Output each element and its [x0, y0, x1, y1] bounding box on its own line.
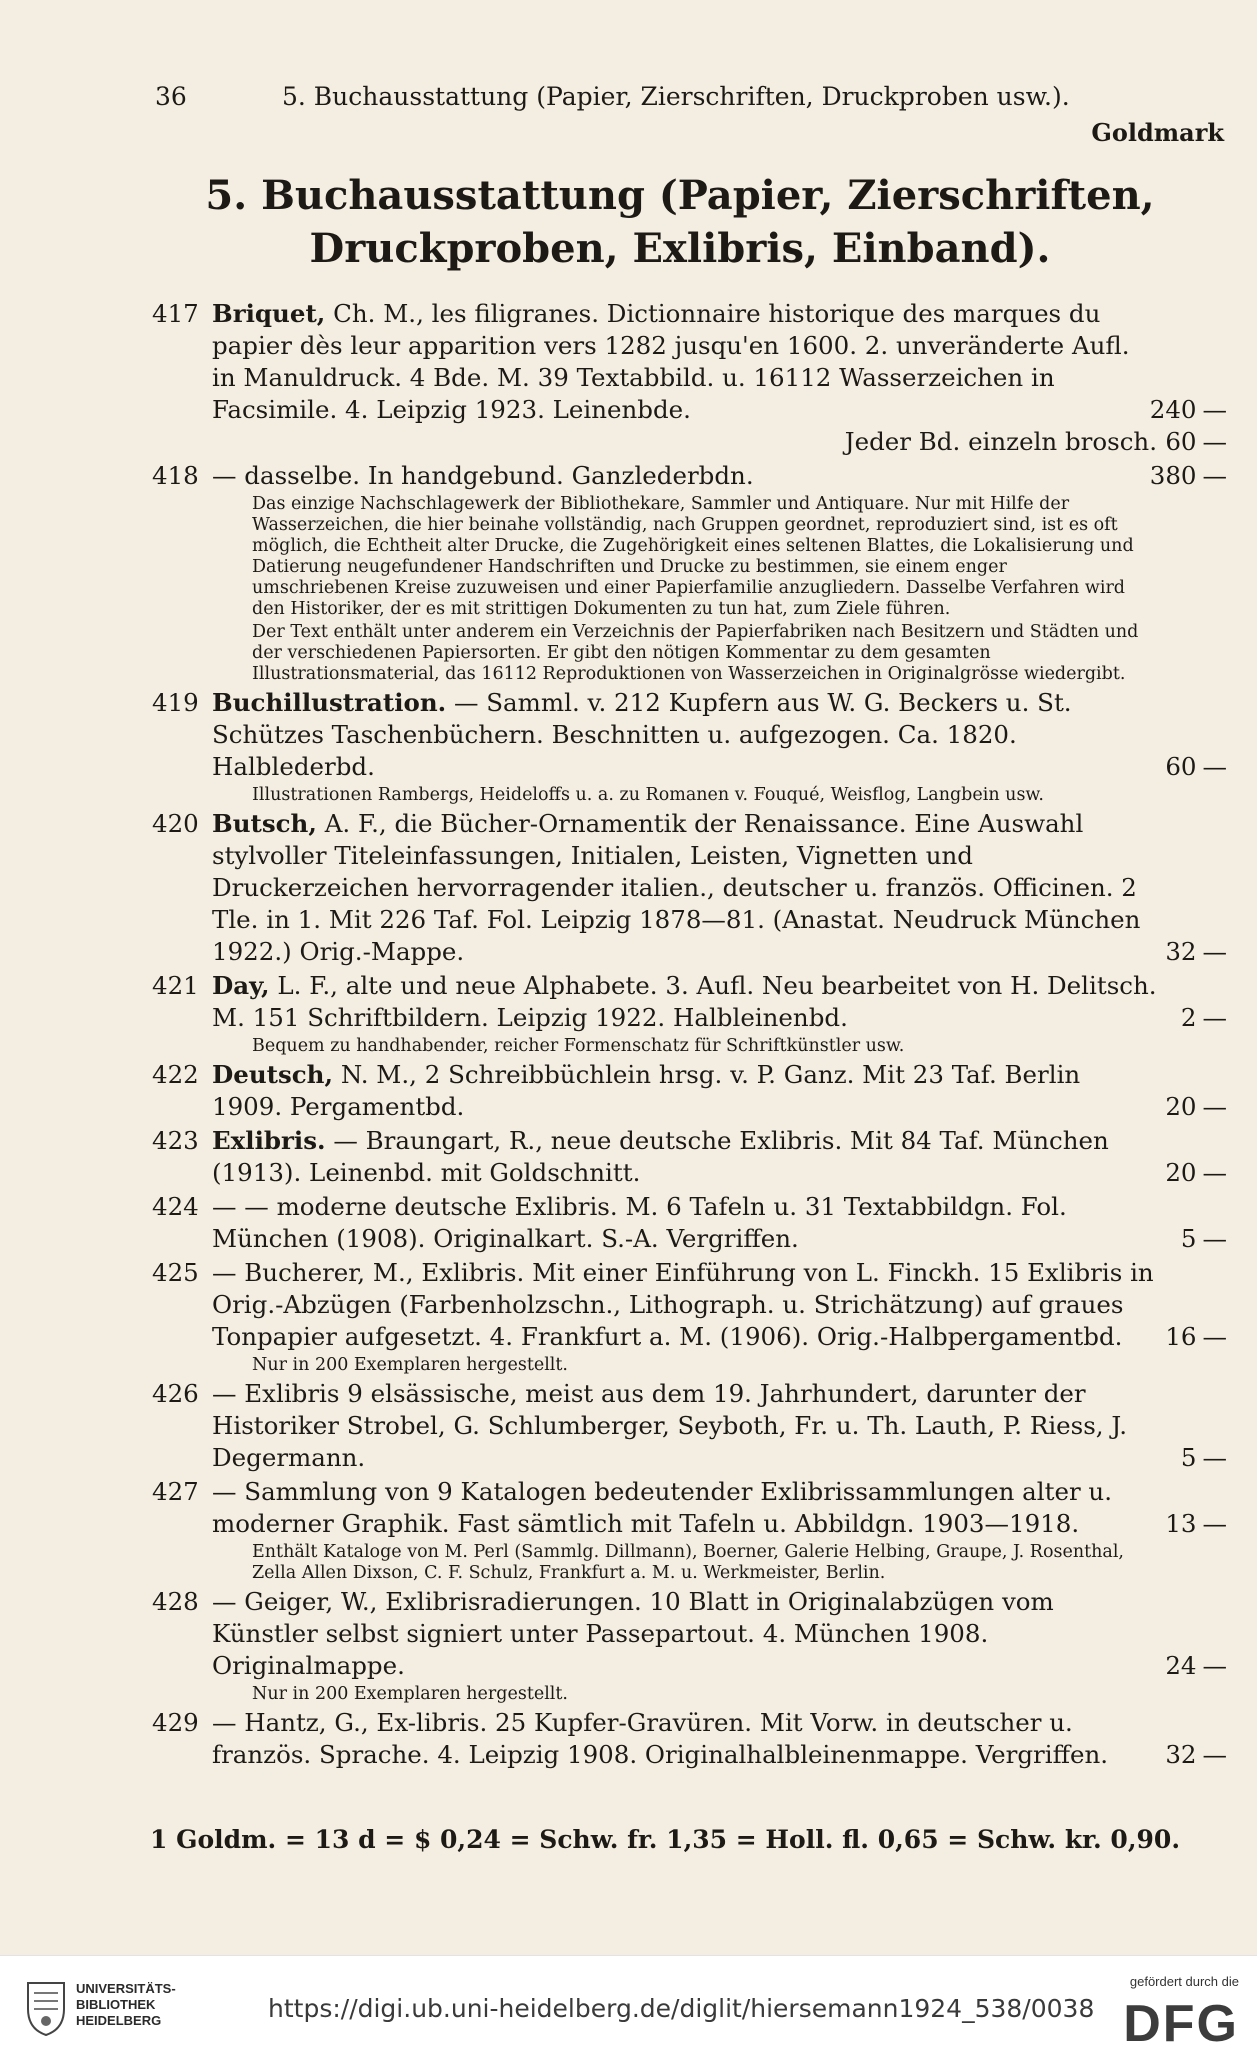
price-dash: — — [1202, 1651, 1227, 1680]
price-dash: — — [1202, 1740, 1227, 1769]
entry-note: Illustrationen Rambergs, Heideloffs u. a. zu Romanen v. Fouqué, Weisflog, Langbein usw. — [252, 785, 1044, 805]
entry-description: — Hantz, G., Ex-libris. 25 Kupfer-Gravüren. Mit Vorw. in deutscher u. französ. Sprache. 4. Leipzig 1908. Originalhalbleinenmappe. Vergriffen. — [212, 1708, 1109, 1769]
entry-description: — — moderne deutsche Exlibris. M. 6 Tafeln u. 31 Textabbildgn. Fol. München (1908). Originalkart. S.-A. Vergriffen. — [212, 1192, 1067, 1253]
entry-number: 424 — [152, 1192, 199, 1221]
entry-price — [1165, 936, 1227, 968]
section-heading-line: Druckproben, Exlibris, Einband). — [309, 224, 1051, 272]
price-value: 20 — [1165, 1158, 1197, 1187]
price-value: 16 — [1165, 1322, 1197, 1351]
dfg-logo: DFG — [1123, 1995, 1239, 2053]
entry-description: L. F., alte und neue Alphabete. 3. Aufl. Neu bearbeitet von H. Delitsch. M. 151 Schriftbildern. Leipzig 1922. Halbleinenbd. — [212, 971, 1157, 1032]
entry-price — [1150, 394, 1227, 426]
price-dash: — — [1202, 427, 1227, 456]
funded-by-label: gefördert durch die — [1129, 1974, 1239, 1989]
catalog-entry — [152, 1059, 1227, 1123]
entry-price — [1150, 460, 1227, 492]
catalog-entry — [152, 1125, 1227, 1189]
entry-note: Nur in 200 Exemplaren hergestellt. — [252, 1355, 568, 1375]
university-name — [76, 1981, 176, 2029]
entry-price — [1165, 1091, 1227, 1123]
price-dash: — — [1202, 752, 1227, 781]
entry-description: A. F., die Bücher-Ornamentik der Renaissance. Eine Auswahl stylvoller Titeleinfassungen, Initialen, Leisten, Vignetten und Druckerzeichen hervorragender italien., deutscher u. französ. Officinen. 2 Tle. in 1. Mit 226 Taf. Fol. Leipzig 1878—81. (Anastat. Neudruck München 1922.) Orig.-Mappe. — [212, 809, 1141, 966]
page-number: 36 — [155, 82, 187, 111]
entry-text — [212, 1257, 1157, 1353]
permalink-url[interactable]: https://digi.ub.uni-heidelberg.de/diglit/hiersemann1924_538/0038 — [268, 1994, 1095, 2023]
entry-price — [1165, 1508, 1227, 1540]
entry-price — [1165, 1739, 1227, 1771]
currency-label: Goldmark — [1091, 118, 1224, 147]
entry-text — [212, 687, 1157, 783]
entry-extra-price — [1165, 426, 1227, 458]
catalog-entry — [152, 1378, 1227, 1474]
university-name-line: BIBLIOTHEK — [76, 1997, 156, 2012]
entry-price — [1165, 1650, 1227, 1682]
entry-price — [1181, 1002, 1227, 1034]
entry-number: 421 — [152, 971, 199, 1000]
viewer-footer — [0, 1955, 1257, 2060]
entry-price — [1181, 1223, 1227, 1255]
entry-number: 422 — [152, 1060, 199, 1089]
entry-note: Enthält Kataloge von M. Perl (Sammlg. Dillmann), Boerner, Galerie Helbing, Graupe, J. Rosenthal, Zella Allen Dixson, C. F. Schulz, Frankfurt a. M. u. Werkmeister, Berlin. — [252, 1542, 1124, 1583]
entry-extra-line — [212, 426, 1227, 458]
entry-text — [212, 808, 1157, 968]
price-dash: — — [1202, 461, 1227, 490]
entry-text — [212, 1586, 1157, 1682]
university-seal-icon — [24, 1979, 68, 2037]
entry-number: 427 — [152, 1477, 199, 1506]
price-dash: — — [1202, 1158, 1227, 1187]
price-value: 32 — [1165, 937, 1197, 966]
catalog-entry — [152, 1476, 1227, 1584]
entry-author: Butsch, — [212, 809, 317, 838]
entry-price — [1165, 1157, 1227, 1189]
price-dash: — — [1202, 1003, 1227, 1032]
entry-author: Briquet, — [212, 299, 326, 328]
entry-note: Nur in 200 Exemplaren hergestellt. — [252, 1684, 568, 1704]
price-value: 2 — [1180, 1003, 1197, 1032]
entry-number: 426 — [152, 1379, 199, 1408]
entry-text — [212, 1059, 1157, 1123]
entry-text — [212, 1476, 1157, 1540]
price-value: 13 — [1165, 1509, 1197, 1538]
price-dash: — — [1202, 1322, 1227, 1351]
price-dash: — — [1202, 937, 1227, 966]
university-name-line: HEIDELBERG — [76, 2013, 162, 2028]
price-value: 240 — [1149, 395, 1197, 424]
entry-text — [212, 1707, 1157, 1771]
entry-author: Buchillustration. — [212, 688, 447, 717]
entry-description: Ch. M., les filigranes. Dictionnaire historique des marques du papier dès leur apparition vers 1282 jusqu'en 1600. 2. unveränderte Aufl. in Manuldruck. 4 Bde. M. 39 Textabbild. u. 16112 Wasserzeichen in Facsimile. 4. Leipzig 1923. Leinenbde. — [212, 299, 1130, 424]
catalog-entry — [152, 687, 1227, 806]
section-heading-line: 5. Buchausstattung (Papier, Zierschriften, — [205, 172, 1155, 219]
entry-price — [1165, 1321, 1227, 1353]
entry-description: — Samml. v. 212 Kupfern aus W. G. Beckers u. St. Schützes Taschenbüchern. Beschnitten u. aufgezogen. Ca. 1820. Halblederbd. — [212, 688, 1072, 781]
price-value: 60 — [1165, 752, 1197, 781]
price-value: 5 — [1180, 1443, 1197, 1472]
catalog-entry — [152, 1707, 1227, 1771]
entry-description: — Bucherer, M., Exlibris. Mit einer Einführung von L. Finckh. 15 Exlibris in Orig.-Abzügen (Farbenholzschn., Lithograph. u. Strichätzung) auf graues Tonpapier aufgesetzt. 4. Frankfurt a. M. (1906). Orig.-Halbpergamentbd. — [212, 1258, 1154, 1351]
currency-conversion-line: 1 Goldm. = 13 d = $ 0,24 = Schw. fr. 1,35 = Holl. fl. 0,65 = Schw. kr. 0,90. — [150, 1825, 1181, 1854]
entry-author: Exlibris. — [212, 1126, 326, 1155]
catalog-entry — [152, 1257, 1227, 1376]
entry-number: 419 — [152, 688, 199, 717]
price-value: 24 — [1165, 1651, 1197, 1680]
entry-description: — Geiger, W., Exlibrisradierungen. 10 Blatt in Originalabzügen vom Künstler selbst signiert unter Passepartout. 4. München 1908. Originalmappe. — [212, 1587, 1054, 1680]
entry-price — [1181, 1442, 1227, 1474]
entry-price — [1165, 751, 1227, 783]
entry-text — [212, 1378, 1157, 1474]
entry-text — [212, 298, 1157, 426]
price-value: 5 — [1180, 1224, 1197, 1253]
entry-number: 429 — [152, 1708, 199, 1737]
entry-text — [212, 1125, 1157, 1189]
running-title: 5. Buchausstattung (Papier, Zierschriften, Druckproben usw.). — [282, 82, 1070, 111]
price-dash: — — [1202, 1443, 1227, 1472]
catalog-entry — [152, 1191, 1227, 1255]
entry-number: 423 — [152, 1126, 199, 1155]
price-dash: — — [1202, 1224, 1227, 1253]
entry-text — [212, 970, 1157, 1034]
entry-description: N. M., 2 Schreibbüchlein hrsg. v. P. Ganz. Mit 23 Taf. Berlin 1909. Pergamentbd. — [212, 1060, 1081, 1121]
entry-description: — Sammlung von 9 Katalogen bedeutender Exlibrissammlungen alter u. moderner Graphik. Fast sämtlich mit Tafeln u. Abbildgn. 1903—1918. — [212, 1477, 1113, 1538]
entry-note: Das einzige Nachschlagewerk der Bibliothekare, Sammler und Antiquare. Nur mit Hilfe der Wasserzeichen, die hier beinahe vollständig, nach Gruppen geordnet, reproduziert sind, ist es oft möglich, die Echtheit alter Drucke, die Zugehörigkeit eines seltenen Blattes, die Lokalisierung und Datierung neugefundener Handschriften und Drucke zu bestimmen, sie einem enger umschriebenen Kreise zuzuweisen und einer Papierfamilie anzugliedern. Dasselbe Verfahren wird den Historiker, der es mit strittigen Dokumenten zu tun hat, zum Ziele führen. — [252, 494, 1134, 619]
catalog-entry — [152, 298, 1227, 458]
catalog-entries — [152, 298, 1227, 1773]
price-value: 20 — [1165, 1092, 1197, 1121]
catalog-entry — [152, 808, 1227, 968]
price-value: 60 — [1165, 427, 1197, 456]
price-value: 380 — [1149, 461, 1197, 490]
entry-extra-text: Jeder Bd. einzeln brosch. — [844, 427, 1157, 456]
entry-author: Day, — [212, 971, 270, 1000]
entry-description: — Exlibris 9 elsässische, meist aus dem 19. Jahrhundert, darunter der Historiker Strobel, G. Schlumberger, Seyboth, Fr. u. Th. Lauth, P. Riess, J. Degermann. — [212, 1379, 1128, 1472]
price-dash: — — [1202, 1509, 1227, 1538]
catalog-entry — [152, 460, 1227, 685]
price-dash: — — [1202, 1092, 1227, 1121]
entry-note: Der Text enthält unter anderem ein Verzeichnis der Papierfabriken nach Besitzern und Städten und der verschiedenen Papiersorten. Er gibt den nötigen Kommentar zu dem gesamten Illustrationsmaterial, das 16112 Reproduktionen von Wasserzeichen in Originalgrösse wiedergibt. — [252, 622, 1139, 684]
entry-note: Bequem zu handhabender, reicher Formenschatz für Schriftkünstler usw. — [252, 1036, 905, 1056]
price-dash: — — [1202, 395, 1227, 424]
entry-number: 417 — [152, 299, 199, 328]
entry-description: — dasselbe. In handgebund. Ganzlederbdn. — [212, 461, 754, 490]
entry-number: 420 — [152, 809, 199, 838]
catalog-entry — [152, 970, 1227, 1057]
entry-text — [212, 1191, 1157, 1255]
university-name-line: UNIVERSITÄTS- — [76, 1981, 176, 1996]
entry-number: 425 — [152, 1258, 199, 1287]
entry-number: 418 — [152, 461, 199, 490]
entry-author: Deutsch, — [212, 1060, 334, 1089]
entry-description: — Braungart, R., neue deutsche Exlibris. Mit 84 Taf. München (1913). Leinenbd. mit Goldschnitt. — [212, 1126, 1109, 1187]
entry-text — [212, 460, 1157, 492]
price-value: 32 — [1165, 1740, 1197, 1769]
catalog-entry — [152, 1586, 1227, 1705]
entry-number: 428 — [152, 1587, 199, 1616]
section-heading — [190, 170, 1170, 276]
